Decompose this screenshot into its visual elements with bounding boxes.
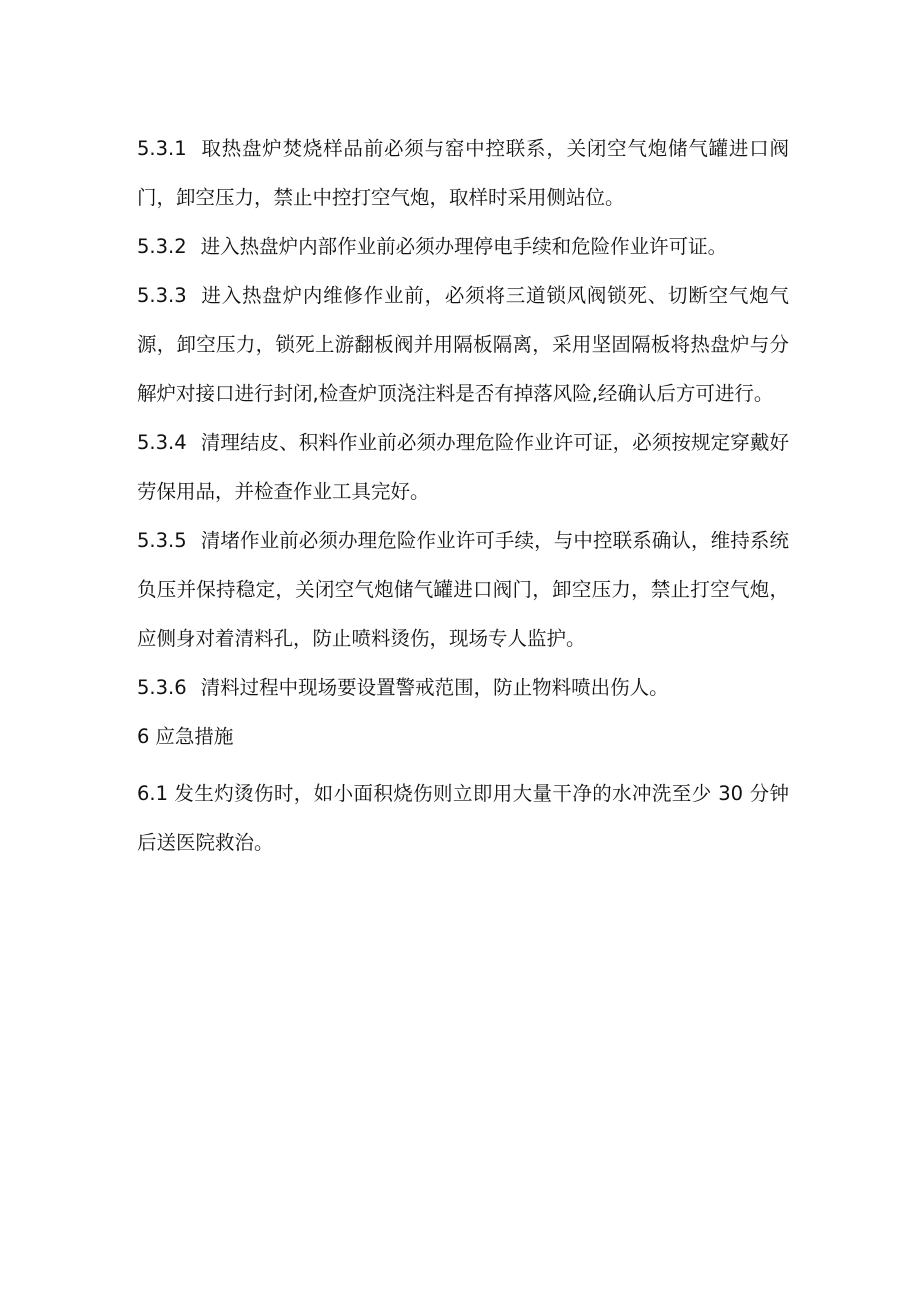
clause-text: 清料过程中现场要设置警戒范围，防止物料喷出伤人。 <box>200 676 669 699</box>
clause-number: 5.3.1 <box>137 137 187 160</box>
heading-number: 6 <box>137 725 150 748</box>
clause-5-3-6 <box>137 663 789 712</box>
clause-text: 清堵作业前必须办理危险作业许可手续，与中控联系确认，维持系统负压并保持稳定，关闭空气炮储气罐进口阀门，卸空压力，禁止打空气炮，应侧身对着清料孔，防止喷料烫伤，现场专人监护。 <box>137 529 789 650</box>
heading-text: 应急措施 <box>155 725 234 748</box>
clause-5-3-4 <box>137 418 789 516</box>
document-body <box>137 124 789 867</box>
clause-5-3-3 <box>137 271 789 418</box>
clause-number: 5.3.5 <box>137 529 187 552</box>
clause-text: 发生灼烫伤时，如小面积烧伤则立即用大量干净的水冲洗至少 30 分钟后送医院救治。 <box>137 782 789 854</box>
clause-number: 5.3.3 <box>137 284 187 307</box>
clause-5-3-1 <box>137 124 789 222</box>
clause-5-3-2 <box>137 222 789 271</box>
clause-5-3-5 <box>137 516 789 663</box>
clause-text: 取热盘炉焚烧样品前必须与窑中控联系，关闭空气炮储气罐进口阀门，卸空压力，禁止中控打空气炮，取样时采用侧站位。 <box>137 137 789 209</box>
clause-text: 清理结皮、积料作业前必须办理危险作业许可证，必须按规定穿戴好劳保用品，并检查作业工具完好。 <box>137 431 789 503</box>
clause-text: 进入热盘炉内部作业前必须办理停电手续和危险作业许可证。 <box>200 235 728 258</box>
clause-number: 5.3.4 <box>137 431 187 454</box>
clause-text: 进入热盘炉内维修作业前，必须将三道锁风阀锁死、切断空气炮气源，卸空压力，锁死上游翻板阀并用隔板隔离，采用坚固隔板将热盘炉与分解炉对接口进行封闭,检查炉顶浇注料是否有掉落风险,经确认后方可进行。 <box>137 284 789 405</box>
section-heading-6 <box>137 712 789 761</box>
clause-number: 5.3.2 <box>137 235 187 258</box>
clause-6-1 <box>137 769 789 867</box>
clause-number: 5.3.6 <box>137 676 187 699</box>
clause-number: 6.1 <box>137 782 169 805</box>
